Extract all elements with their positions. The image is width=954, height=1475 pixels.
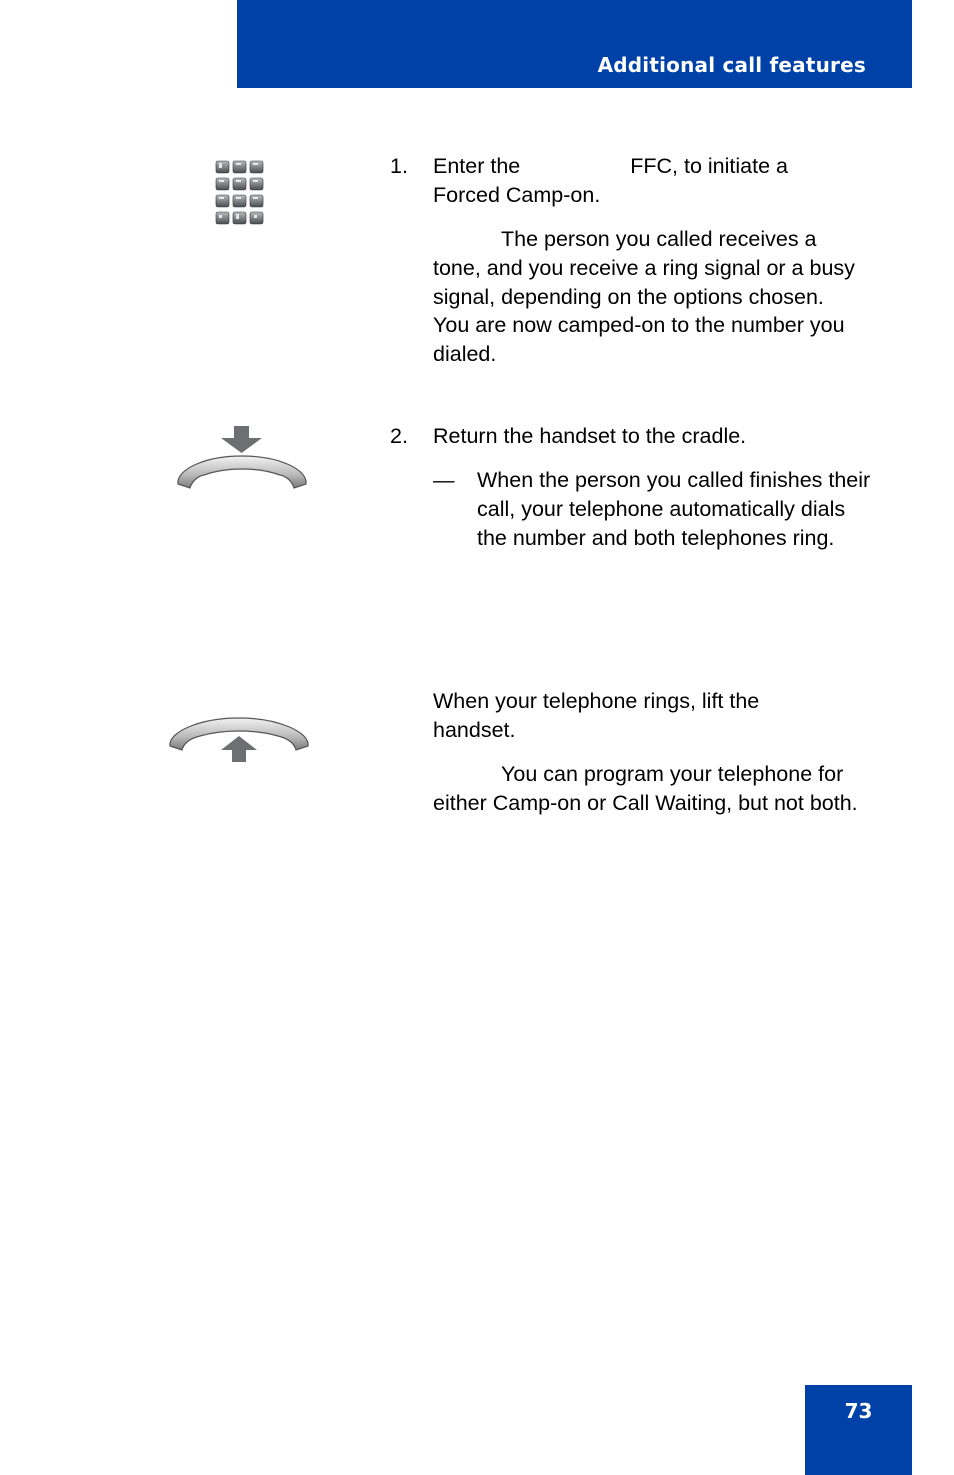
page-number-box	[805, 1385, 912, 1475]
step-1-text-c: Forced Camp-on.	[433, 182, 601, 207]
section-title: Additional call features	[597, 53, 866, 77]
header-band	[237, 0, 912, 88]
step-1-number: 1.	[390, 154, 408, 178]
step-1-text-a: Enter the	[433, 154, 521, 178]
step-1-text-b: FFC, to initiate a	[630, 154, 788, 178]
step-2-bullet: When the person you called finishes their call, your telephone automatically dials the number and both telephones ring.	[477, 468, 871, 550]
step-1-note-text: The person you called receives a tone, and you receive a ring signal or a busy signal, depending on the options chosen. You are now camped-on to the number you dialed.	[433, 227, 855, 367]
handset-up-icon	[166, 714, 312, 764]
page-number: 73	[844, 1399, 873, 1423]
step-2-dash: —	[433, 468, 455, 492]
keypad-icon	[214, 160, 266, 226]
handset-down-icon	[174, 426, 310, 492]
step-3-text: When your telephone rings, lift the handset.	[433, 689, 760, 742]
step-1-note	[433, 225, 863, 369]
step-1-text	[433, 152, 873, 210]
step-3-note	[433, 760, 863, 818]
step-2-text: Return the handset to the cradle.	[433, 424, 747, 448]
step-3-note-text: You can program your telephone for either Camp-on or Call Waiting, but not both.	[433, 762, 858, 815]
step-2-number: 2.	[390, 424, 408, 448]
